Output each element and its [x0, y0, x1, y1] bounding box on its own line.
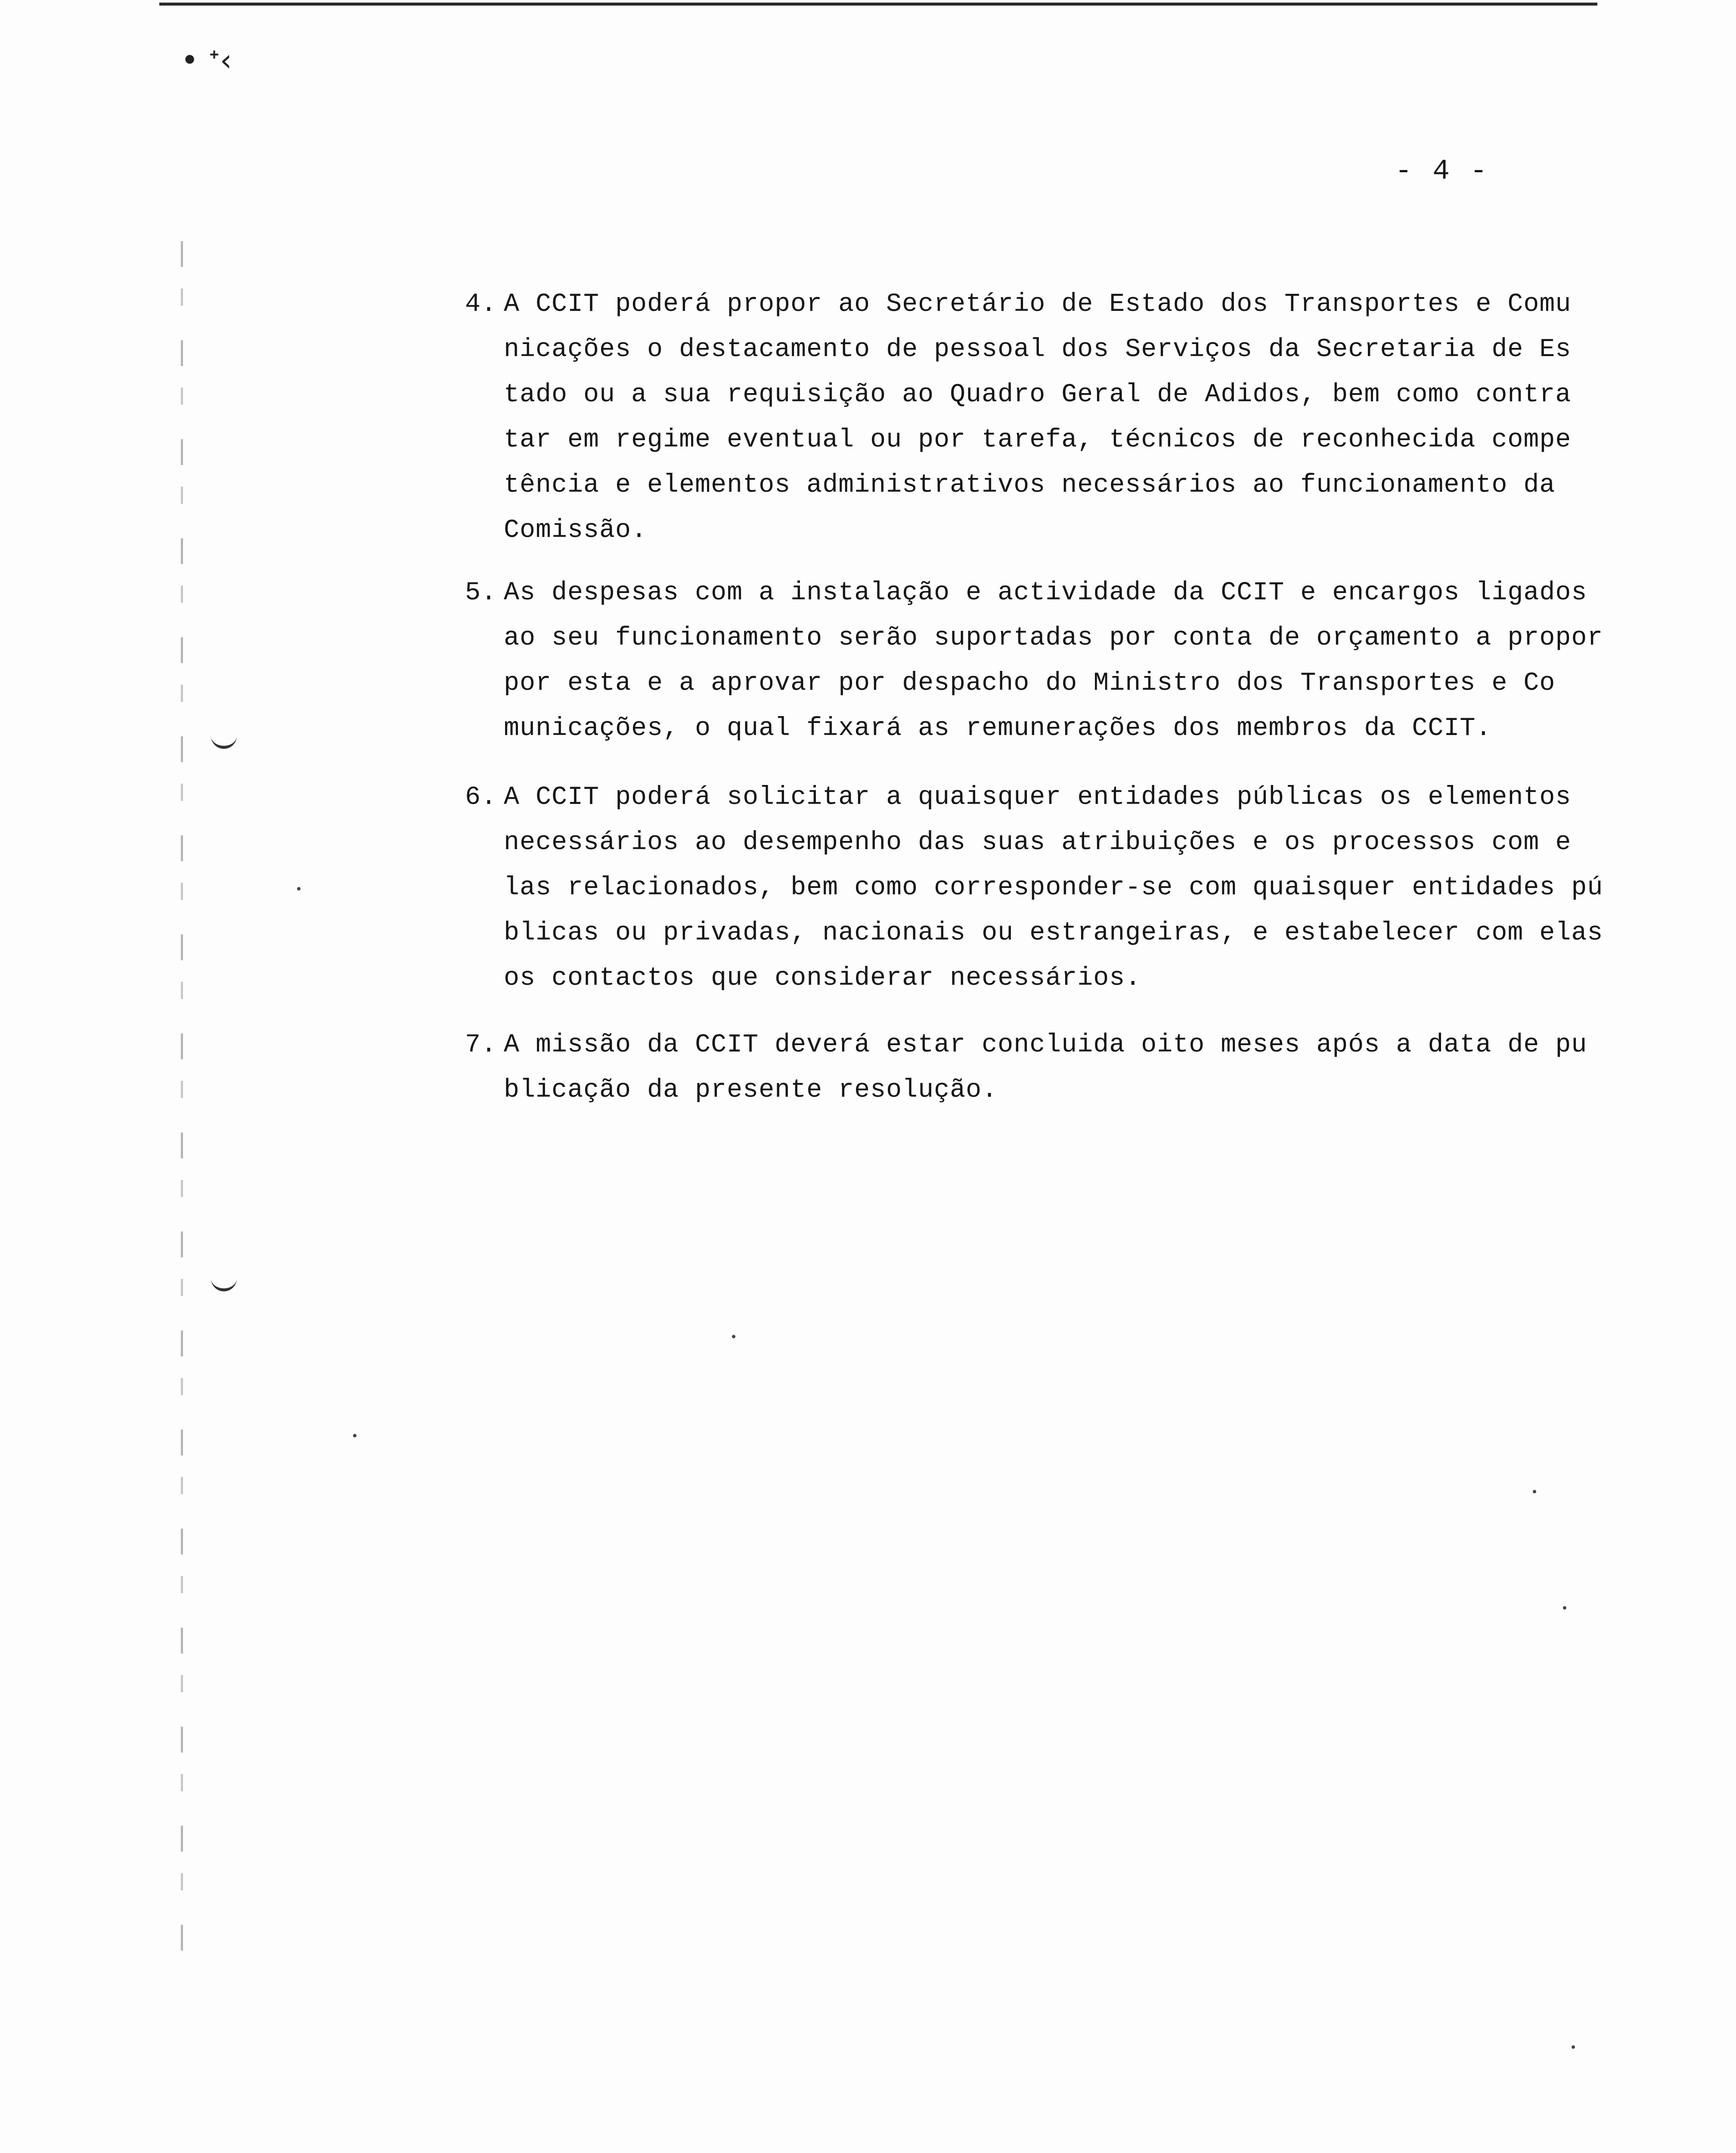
- scan-speck: [353, 1434, 356, 1437]
- top-rule: [159, 3, 1597, 6]
- paragraph-4: [465, 282, 1572, 553]
- paragraph-line: A CCIT poderá propor ao Secretário de Estado dos Transportes e Comu: [504, 290, 1572, 319]
- scan-speck: [1563, 1606, 1566, 1610]
- paragraph-line: As despesas com a instalação e actividade da CCIT e encargos ligados: [504, 578, 1587, 608]
- scan-speck: [297, 887, 301, 890]
- paragraph-line: blicação da presente resolução.: [504, 1076, 998, 1105]
- page-number: - 4 -: [1395, 155, 1489, 187]
- paragraph-line: tado ou a sua requisição ao Quadro Geral de Adidos, bem como contra: [504, 380, 1572, 410]
- paragraph-line: os contactos que considerar necessários.: [504, 964, 1141, 993]
- paragraph-line: municações, o qual fixará as remunerações dos membros da CCIT.: [504, 714, 1492, 743]
- paragraph-line: por esta e a aprovar por despacho do Ministro dos Transportes e Co: [504, 669, 1556, 698]
- scan-speck: [1533, 1490, 1536, 1493]
- scan-speck: [1572, 2045, 1575, 2049]
- paragraph-line: blicas ou privadas, nacionais ou estrangeiras, e estabelecer com elas: [504, 918, 1603, 948]
- scan-speck: [732, 1335, 735, 1338]
- paragraph-line: nicações o destacamento de pessoal dos Serviços da Secretaria de Es: [504, 335, 1572, 364]
- paragraph-7: [465, 1023, 1587, 1113]
- paragraph-number: 5.: [465, 578, 497, 608]
- paragraph-number: 6.: [465, 783, 497, 812]
- paragraph-6: [465, 775, 1603, 1001]
- paragraph-line: tência e elementos administrativos necessários ao funcionamento da: [504, 471, 1556, 500]
- paragraph-line: Comissão.: [504, 516, 648, 545]
- paragraph-line: A missão da CCIT deverá estar concluida oito meses após a data de pu: [504, 1030, 1587, 1060]
- binding-margin-line: [181, 241, 183, 1964]
- corner-marks: • ᐩ‹: [181, 43, 232, 78]
- paragraph-line: A CCIT poderá solicitar a quaisquer entidades públicas os elementos: [504, 783, 1572, 812]
- paragraph-line: las relacionados, bem como corresponder-se com quaisquer entidades pú: [504, 873, 1603, 903]
- punch-hole-mark: [211, 732, 237, 749]
- punch-hole-mark: [211, 1275, 237, 1291]
- paragraph-number: 4.: [465, 290, 497, 319]
- paragraph-line: necessários ao desempenho das suas atribuições e os processos com e: [504, 828, 1572, 857]
- paragraph-5: [465, 571, 1603, 751]
- paragraph-line: ao seu funcionamento serão suportadas por conta de orçamento a propor: [504, 624, 1603, 653]
- paragraph-line: tar em regime eventual ou por tarefa, técnicos de reconhecida compe: [504, 425, 1572, 455]
- paragraph-number: 7.: [465, 1030, 497, 1060]
